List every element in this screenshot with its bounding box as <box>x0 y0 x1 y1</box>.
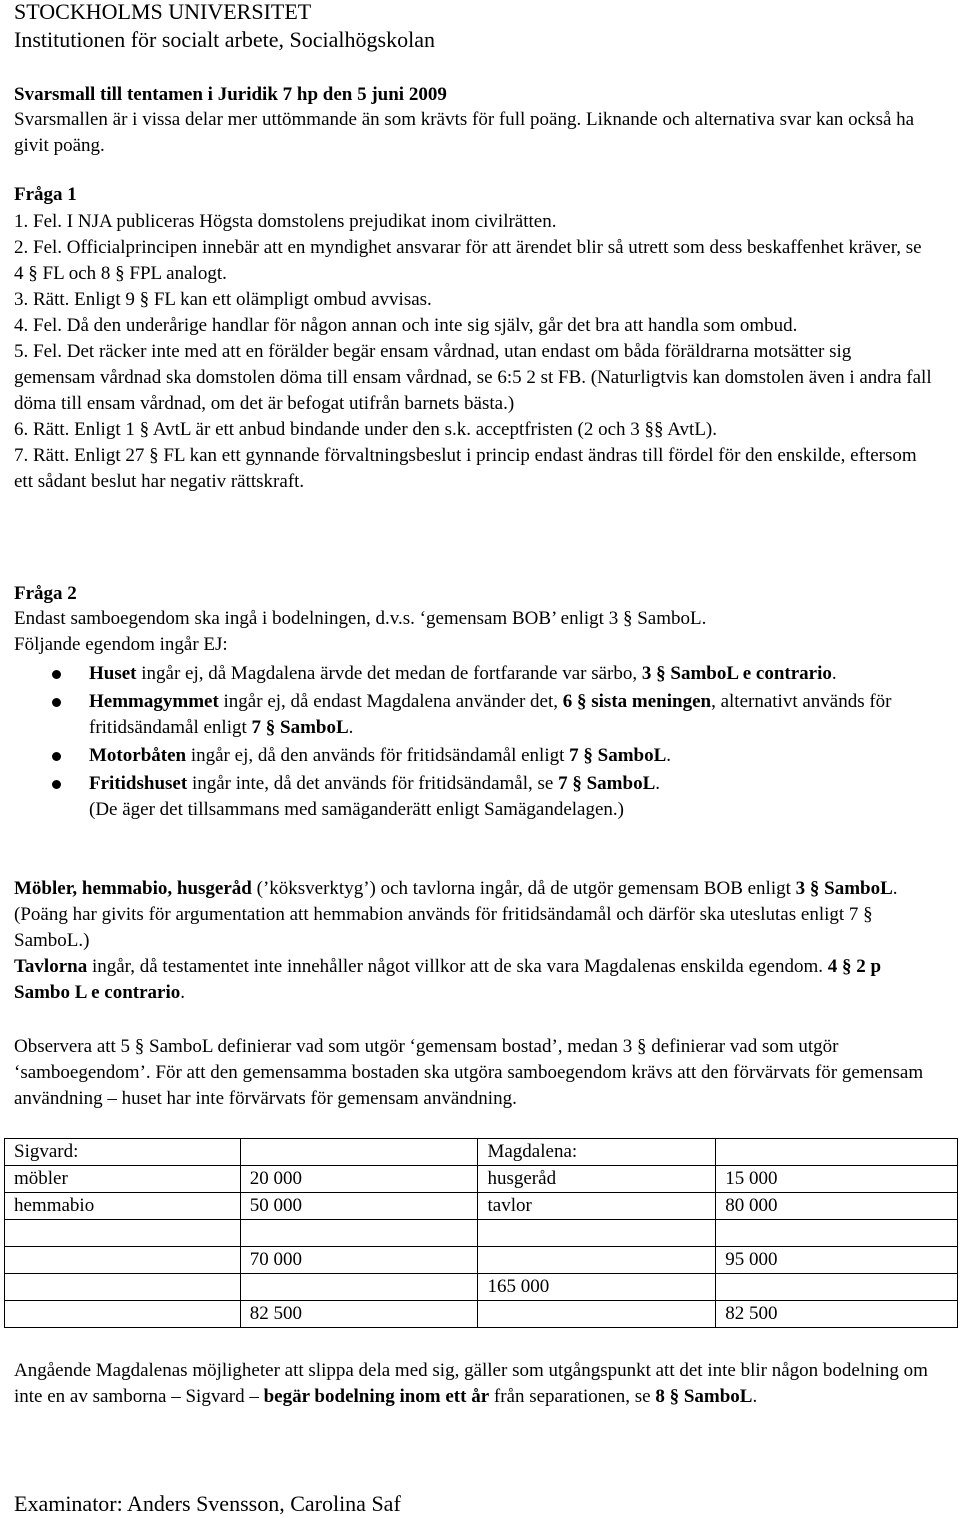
list-item: Huset ingår ej, då Magdalena ärvde det medan de fortfarande var särbo, 3 § SamboL e contrario. <box>14 661 932 687</box>
table-row: Sigvard: Magdalena: <box>5 1139 958 1166</box>
table-row: 70 000 95 000 <box>5 1247 958 1274</box>
list-item: Fritidshuset ingår inte, då det används för fritidsändamål, se 7 § SamboL. (De äger det tillsammans med samäganderätt enligt Samägandelagen.) <box>14 771 932 823</box>
answer-item: 6. Rätt. Enligt 1 § AvtL är ett anbud bindande under den s.k. acceptfristen (2 och 3 §§ AvtL). <box>14 419 718 440</box>
list-item: Hemmagymmet ingår ej, då endast Magdalena använder det, 6 § sista meningen, alternativt används för fritidsändamål enligt 7 § SamboL. <box>14 689 932 741</box>
intro-text: Svarsmallen är i vissa delar mer uttömmande än som krävts för full poäng. Liknande och alternativa svar kan också ha givit poäng. <box>14 109 915 156</box>
table-row: möbler 20 000 husgeråd 15 000 <box>5 1166 958 1193</box>
examiner-line: Examinator: Anders Svensson, Carolina Saf <box>14 1491 401 1516</box>
university-name: STOCKHOLMS UNIVERSITET <box>14 0 312 24</box>
institution-name: Institutionen för socialt arbete, Socialhögskolan <box>14 27 435 52</box>
question-2-intro: Endast samboegendom ska ingå i bodelningen, d.v.s. ‘gemensam BOB’ enligt 3 § SamboL. Följande egendom ingår EJ: <box>14 608 707 655</box>
bullet-icon <box>52 780 61 789</box>
observera-text: Observera att 5 § SamboL definierar vad som utgör ‘gemensam bostad’, medan 3 § definierar vad som utgör ‘samboegendom’. För att den gemensamma bostaden ska utgöra samboegendom krävs att den förvärvats för gemensam användning – huset har inte förvärvats för gemensam användning. <box>14 1036 924 1109</box>
bullet-icon <box>52 752 61 761</box>
answer-item: 1. Fel. I NJA publiceras Högsta domstolens prejudikat inom civilrätten. <box>14 211 557 232</box>
excluded-property-list <box>14 661 932 825</box>
question-1-answers <box>14 209 932 495</box>
table-row: 165 000 <box>5 1274 958 1301</box>
answer-item: 5. Fel. Det räcker inte med att en förälder begär ensam vårdnad, utan endast om båda föräldrarna motsätter sig gemensam vårdnad ska domstolen döma till ensam vårdnad, se 6:5 2 st FB. (Naturligtvis kan domstolen även i andra fall döma till ensam vårdnad, om det är befogat utifrån barnets bästa.) <box>14 341 932 414</box>
answer-item: 2. Fel. Officialprincipen innebär att en myndighet ansvarar för att ärendet blir så utrett som dess beskaffenhet kräver, se 4 § FL och 8 § FPL analogt. <box>14 237 922 284</box>
table-row: hemmabio 50 000 tavlor 80 000 <box>5 1193 958 1220</box>
answer-item: 4. Fel. Då den underårige handlar för någon annan och inte sig själv, går det bra att handla som ombud. <box>14 315 798 336</box>
list-item: Motorbåten ingår ej, då den används för fritidsändamål enligt 7 § SamboL. <box>14 743 932 769</box>
closing-text: Angående Magdalenas möjligheter att slippa dela med sig, gäller som utgångspunkt att det inte blir någon bodelning om inte en av samborna – Sigvard – begär bodelning inom ett år från separationen, se 8 § SamboL. <box>14 1360 928 1407</box>
document-title: Svarsmall till tentamen i Juridik 7 hp den 5 juni 2009 <box>14 84 447 105</box>
answer-item: 3. Rätt. Enligt 9 § FL kan ett olämpligt ombud avvisas. <box>14 289 432 310</box>
bullet-icon <box>52 670 61 679</box>
bullet-icon <box>52 698 61 707</box>
included-property-text: Möbler, hemmabio, husgeråd (’köksverktyg’) och tavlorna ingår, då de utgör gemensam BOB enligt 3 § SamboL. (Poäng har givits för argumentation att hemmabion används för fritidsändamål och därför ska uteslutas enligt 7 § SamboL.) Tavlorna ingår, då testamentet inte innehåller något villkor att de ska vara Magdalenas enskilda egendom. 4 § 2 p Sambo L e contrario. <box>14 878 898 1003</box>
answer-item: 7. Rätt. Enligt 27 § FL kan ett gynnande förvaltningsbeslut i princip endast ändras till fördel för den enskilde, eftersom ett sådant beslut har negativ rättskraft. <box>14 445 917 492</box>
question-1-heading: Fråga 1 <box>14 184 77 205</box>
table-row <box>5 1220 958 1247</box>
table-row: 82 500 82 500 <box>5 1301 958 1328</box>
question-2-heading: Fråga 2 <box>14 583 77 604</box>
property-table <box>4 1138 958 1328</box>
